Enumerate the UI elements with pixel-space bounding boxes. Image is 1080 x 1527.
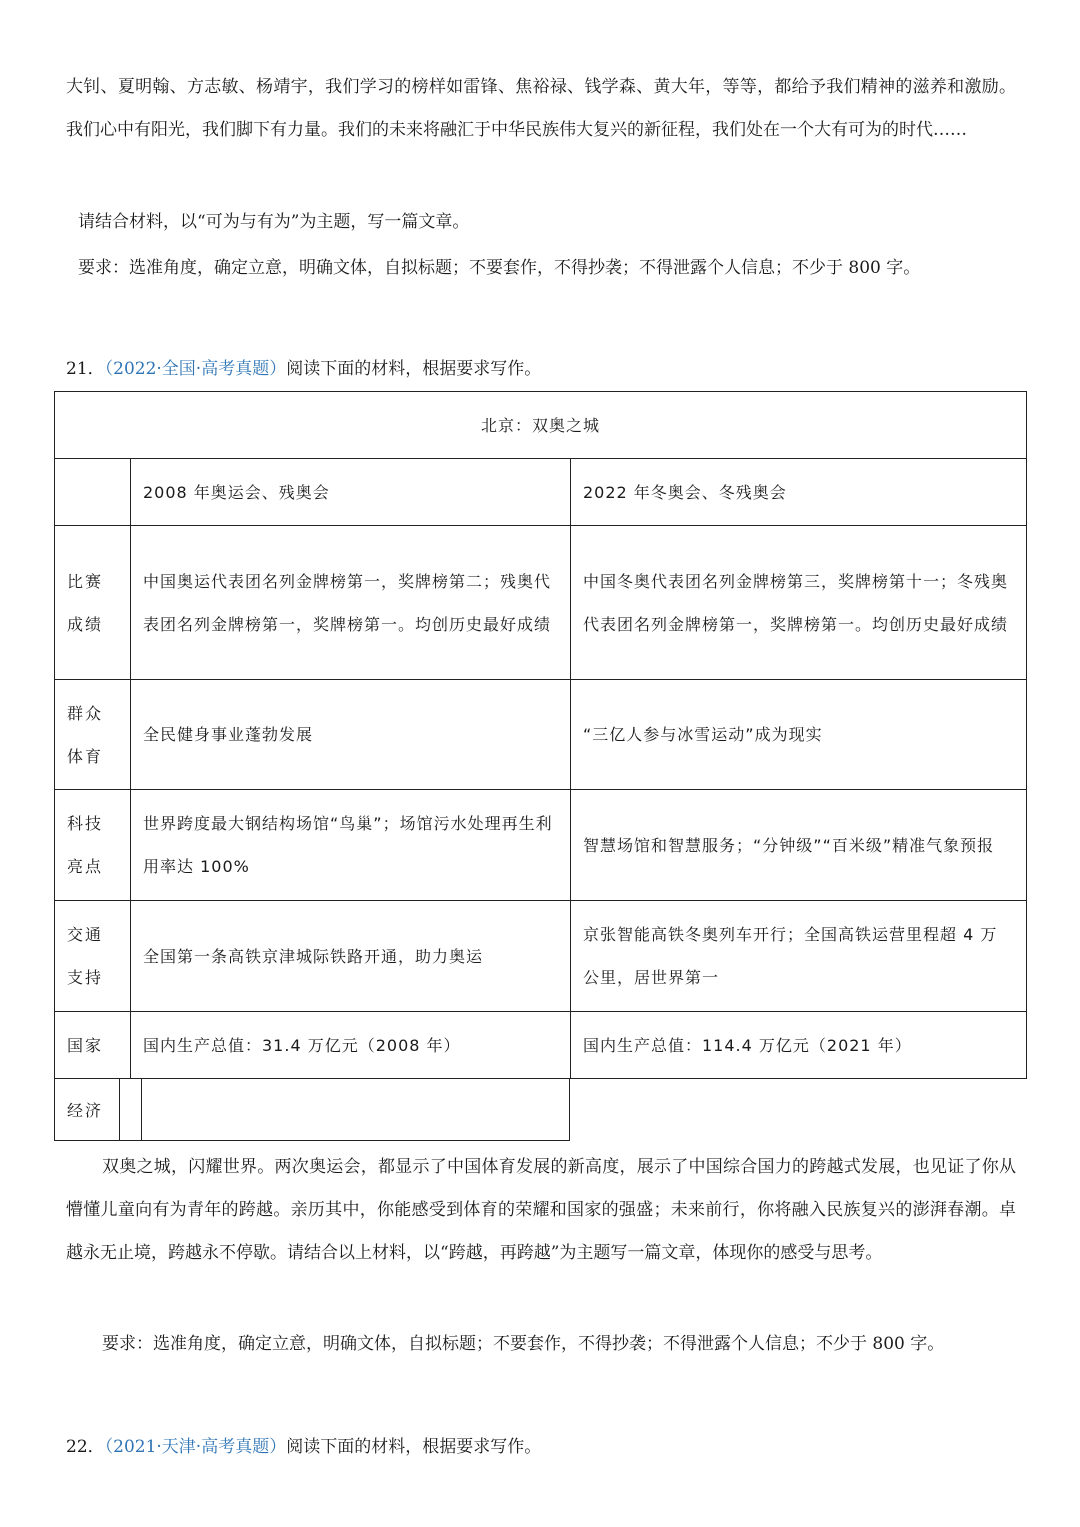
cell-2008: 全民健身事业蓬勃发展 [131,680,571,790]
cell-2008: 世界跨度最大钢结构场馆“鸟巢”；场馆污水处理再生利用率达 100% [131,790,571,901]
table-row [55,790,1027,901]
cell-divider [141,1078,142,1140]
olympics-comparison-table [54,391,1027,1079]
table-row [55,1012,1027,1079]
cell-2022: 国内生产总值：114.4 万亿元（2021 年） [571,1012,1027,1079]
row-category: 比赛 成绩 [55,526,131,680]
table-row [55,526,1027,680]
question-number: 22． [66,1437,105,1457]
question-source: （2021·天津·高考真题） [104,1437,287,1457]
cell-2022: “三亿人参与冰雪运动”成为现实 [571,680,1027,790]
question-number: 21． [66,359,105,379]
q21-requirement: 要求：选准角度，确定立意，明确文体，自拟标题；不要套作，不得抄袭；不得泄露个人信息；不少于 800 字。 [102,1334,945,1354]
header-2008: 2008 年奥运会、残奥会 [131,459,571,526]
cell-2022: 智慧场馆和智慧服务；“分钟级”“百米级”精准气象预报 [571,790,1027,901]
question-21-title [66,354,541,379]
question-instruction: 阅读下面的材料，根据要求写作。 [286,1437,542,1457]
question-instruction: 阅读下面的材料，根据要求写作。 [286,359,542,379]
row-category: 国家 [55,1012,131,1079]
table-header-row [55,459,1027,526]
cell-2008: 国内生产总值：31.4 万亿元（2008 年） [131,1012,571,1079]
cell-2008: 中国奥运代表团名列金牌榜第一，奖牌榜第二；残奥代表团名列金牌榜第一，奖牌榜第一。均创历史最好成绩 [131,526,571,680]
row-category: 科技 亮点 [55,790,131,901]
intro-requirement: 要求：选准角度，确定立意，明确文体，自拟标题；不要套作，不得抄袭；不得泄露个人信息；不少于 800 字。 [78,258,921,278]
row-category: 经济 [67,1101,104,1120]
question-source: （2022·全国·高考真题） [104,359,287,379]
cell-2022: 京张智能高铁冬奥列车开行；全国高铁运营里程超 4 万公里，居世界第一 [571,901,1027,1012]
header-empty-cell [55,459,131,526]
row-category: 群众 体育 [55,680,131,790]
table-row [55,901,1027,1012]
row-category: 交通 支持 [55,901,131,1012]
q21-paragraph: 双奥之城，闪耀世界。两次奥运会，都显示了中国体育发展的新高度，展示了中国综合国力的跨越式发展，也见证了你从懵懂儿童向有为青年的跨越。亲历其中，你能感受到体育的荣耀和国家的强盛；未来前行，你将融入民族复兴的澎湃春潮。卓越永无止境，跨越永不停歇。请结合以上材料，以“跨越，再跨越”为主题写一篇文章，体现你的感受与思考。 [66,1157,1016,1263]
table-row [55,680,1027,790]
table-title: 北京：双奥之城 [55,392,1027,459]
table-extra-row [54,1078,570,1141]
intro-prompt: 请结合材料，以“可为与有为”为主题，写一篇文章。 [78,212,470,232]
cell-2008: 全国第一条高铁京津城际铁路开通，助力奥运 [131,901,571,1012]
cell-divider [119,1078,120,1140]
cell-2022: 中国冬奥代表团名列金牌榜第三，奖牌榜第十一；冬残奥代表团名列金牌榜第一，奖牌榜第一。均创历史最好成绩 [571,526,1027,680]
header-2022: 2022 年冬奥会、冬残奥会 [571,459,1027,526]
question-22-title [66,1432,541,1457]
table-title-row [55,392,1027,459]
intro-paragraph: 大钊、夏明翰、方志敏、杨靖宇，我们学习的榜样如雷锋、焦裕禄、钱学森、黄大年，等等，都给予我们精神的滋养和激励。我们心中有阳光，我们脚下有力量。我们的未来将融汇于中华民族伟大复兴的新征程，我们处在一个大有可为的时代…… [66,77,1016,140]
